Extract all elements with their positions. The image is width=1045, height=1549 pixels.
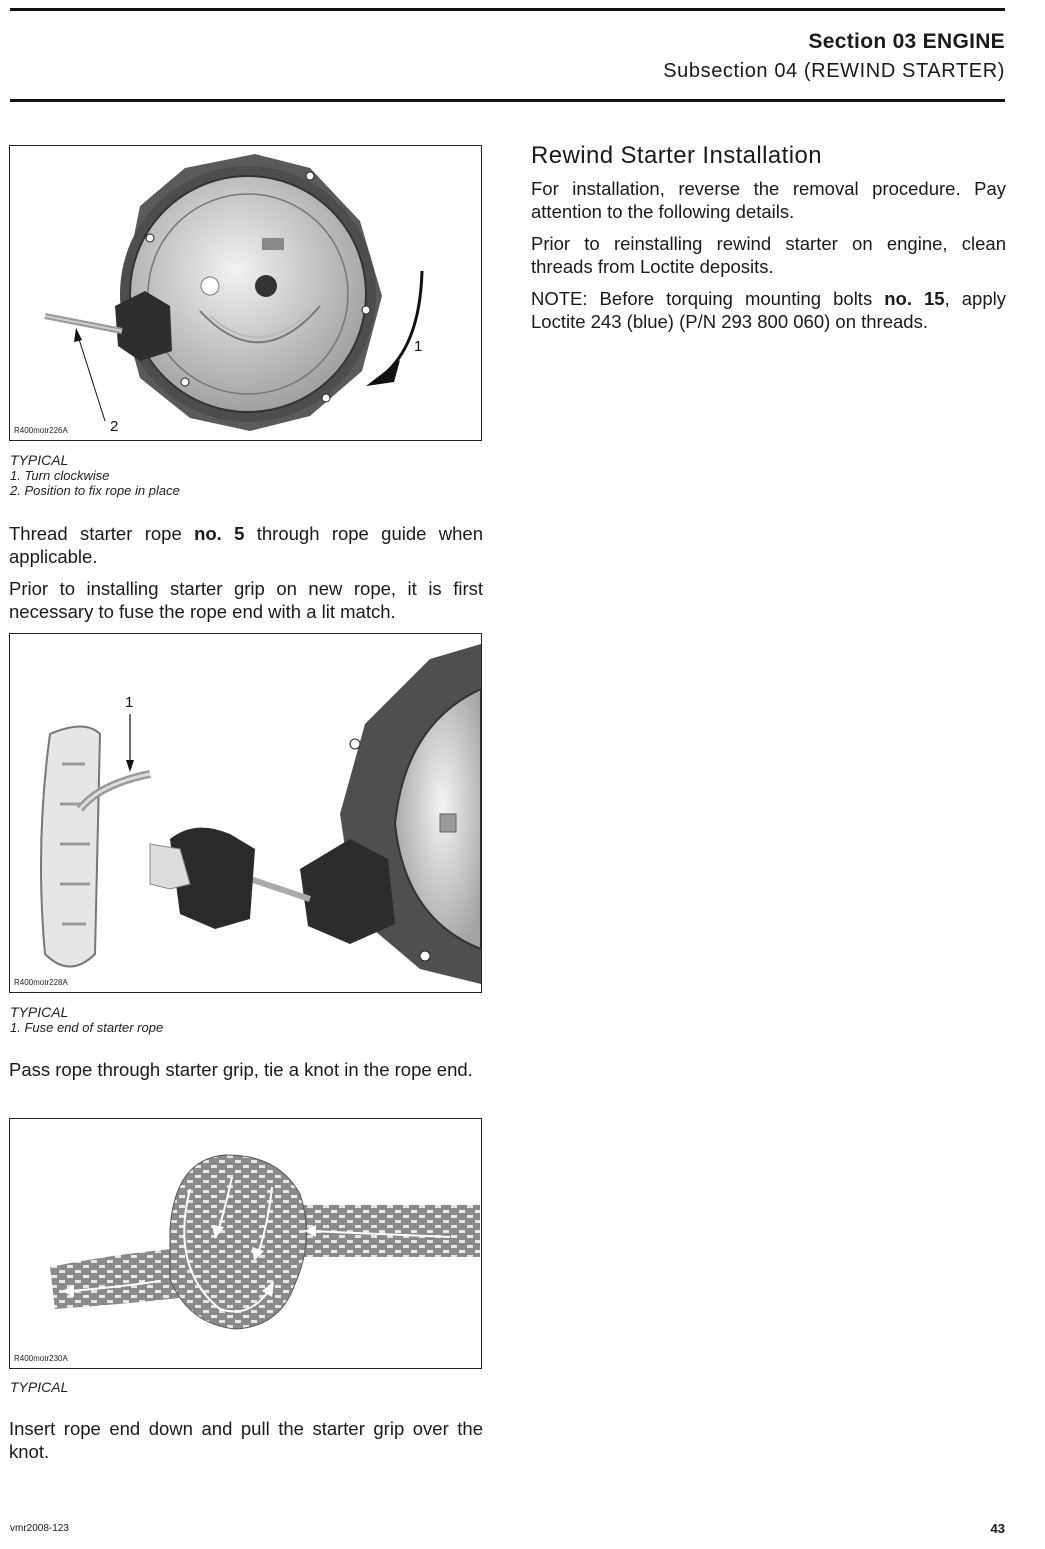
text-run: Before torquing mounting bolts	[587, 288, 885, 309]
note-loctite	[531, 287, 1006, 333]
part-number: no. 5	[194, 523, 245, 544]
callout-1: 1	[125, 694, 134, 711]
starter-grip-illustration	[10, 634, 481, 992]
page-number: 43	[990, 1521, 1005, 1536]
caption-title: TYPICAL	[10, 1379, 69, 1395]
callout-2: 2	[110, 418, 119, 435]
paragraph-clean-threads: Prior to reinstalling rewind starter on engine, clean threads from Loctite deposits.	[531, 233, 1006, 277]
figure-fuse-rope-end	[9, 633, 482, 993]
figure-caption	[10, 453, 180, 498]
figure-caption	[10, 1380, 68, 1395]
caption-item: 1. Turn clockwise	[10, 468, 110, 483]
knot-illustration	[10, 1119, 481, 1368]
top-rule	[10, 8, 1005, 11]
text-run: through rope guide when applicable.	[9, 523, 483, 567]
heading-rewind-starter-installation: Rewind Starter Installation	[531, 142, 822, 169]
paragraph-installation: For installation, reverse the removal procedure. Pay attention to the following details.	[531, 178, 1006, 222]
figure-code: R400motr230A	[14, 1354, 68, 1363]
caption-title: TYPICAL	[10, 1004, 69, 1020]
subsection-title: Subsection 04 (REWIND STARTER)	[663, 60, 1005, 82]
note-label: NOTE:	[531, 288, 588, 309]
figure-rewind-starter-rotation	[9, 145, 482, 441]
paragraph-thread-rope	[9, 522, 483, 568]
paragraph-fuse-rope: Prior to installing starter grip on new rope, it is first necessary to fuse the rope end with a lit match.	[9, 578, 483, 622]
part-number: no. 15	[884, 288, 945, 309]
text-run: Thread starter rope	[9, 523, 195, 544]
paragraph-tie-knot: Pass rope through starter grip, tie a knot in the rope end.	[9, 1059, 473, 1080]
text-run: , apply Loctite 243 (blue) (P/N 293 800 060) on threads.	[531, 288, 1006, 332]
section-title: Section 03 ENGINE	[808, 30, 1005, 53]
document-id: vmr2008-123	[10, 1523, 69, 1534]
callout-1: 1	[414, 338, 423, 355]
paragraph-insert-rope: Insert rope end down and pull the starter grip over the knot.	[9, 1418, 483, 1462]
caption-item: 1. Fuse end of starter rope	[10, 1020, 164, 1035]
figure-rope-knot	[9, 1118, 482, 1369]
rewind-starter-illustration	[10, 146, 481, 440]
figure-code: R400motr226A	[14, 426, 68, 435]
caption-item: 2. Position to fix rope in place	[10, 483, 180, 498]
header-rule	[10, 99, 1005, 102]
caption-title: TYPICAL	[10, 452, 69, 468]
figure-code: R400motr228A	[14, 978, 68, 987]
figure-caption	[10, 1005, 163, 1035]
